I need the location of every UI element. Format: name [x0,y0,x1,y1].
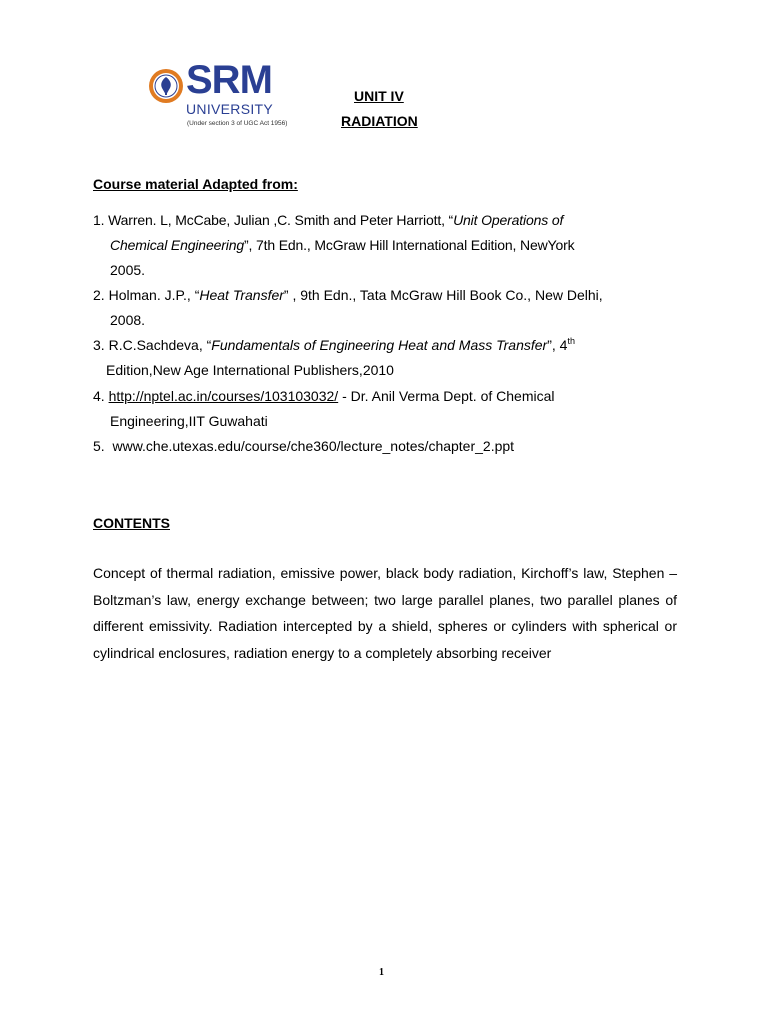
contents-paragraph: Concept of thermal radiation, emissive power, black body radiation, Kirchoff’s law, Stephen – Boltzman’s law, energy exchange between; two large parallel planes, two parallel planes of different emissivity. Radiation intercepted by a shield, spheres or cylinders with spherical or cylindrical enclosures, radiation energy to a completely absorbing receiver [93,565,677,661]
unit-title: UNIT IV [354,88,404,104]
logo-wordmark: SRM [186,58,272,102]
reference-5: 5. www.che.utexas.edu/course/che360/lecture_notes/chapter_2.ppt [93,438,515,454]
reference-4-line-2: Engineering,IIT Guwahati [110,413,268,429]
reference-2-line-2: 2008. [110,312,146,328]
reference-4-line-1: 4. http://nptel.ac.in/courses/103103032/ - Dr. Anil Verma Dept. of Chemical [93,388,555,404]
reference-1-line-2: Chemical Engineering”, 7th Edn., McGraw Hill International Edition, NewYork [110,237,575,253]
university-seal-icon [148,68,184,104]
nptel-course-link[interactable]: http://nptel.ac.in/courses/103103032/ [108,388,339,404]
reference-3-line-1: 3. R.C.Sachdeva, “Fundamentals of Engineering Heat and Mass Transfer”, 4th [93,336,575,353]
page-number: 1 [379,967,384,978]
unit-topic: RADIATION [341,113,418,129]
reference-2-line-1: 2. Holman. J.P., “Heat Transfer” , 9th Edn., Tata McGraw Hill Book Co., New Delhi, [93,287,603,303]
logo-university-text: UNIVERSITY [186,101,274,117]
university-logo [148,58,288,134]
reference-3-line-2: Edition,New Age International Publishers,2010 [106,362,394,378]
contents-heading: CONTENTS [93,515,170,531]
reference-1-line-3: 2005. [110,262,146,278]
course-material-heading: Course material Adapted from: [93,176,298,192]
reference-1-line-1: 1. Warren. L, McCabe, Julian ,C. Smith and Peter Harriott, “Unit Operations of [93,212,564,228]
logo-tagline: (Under section 3 of UGC Act 1956) [187,120,288,127]
